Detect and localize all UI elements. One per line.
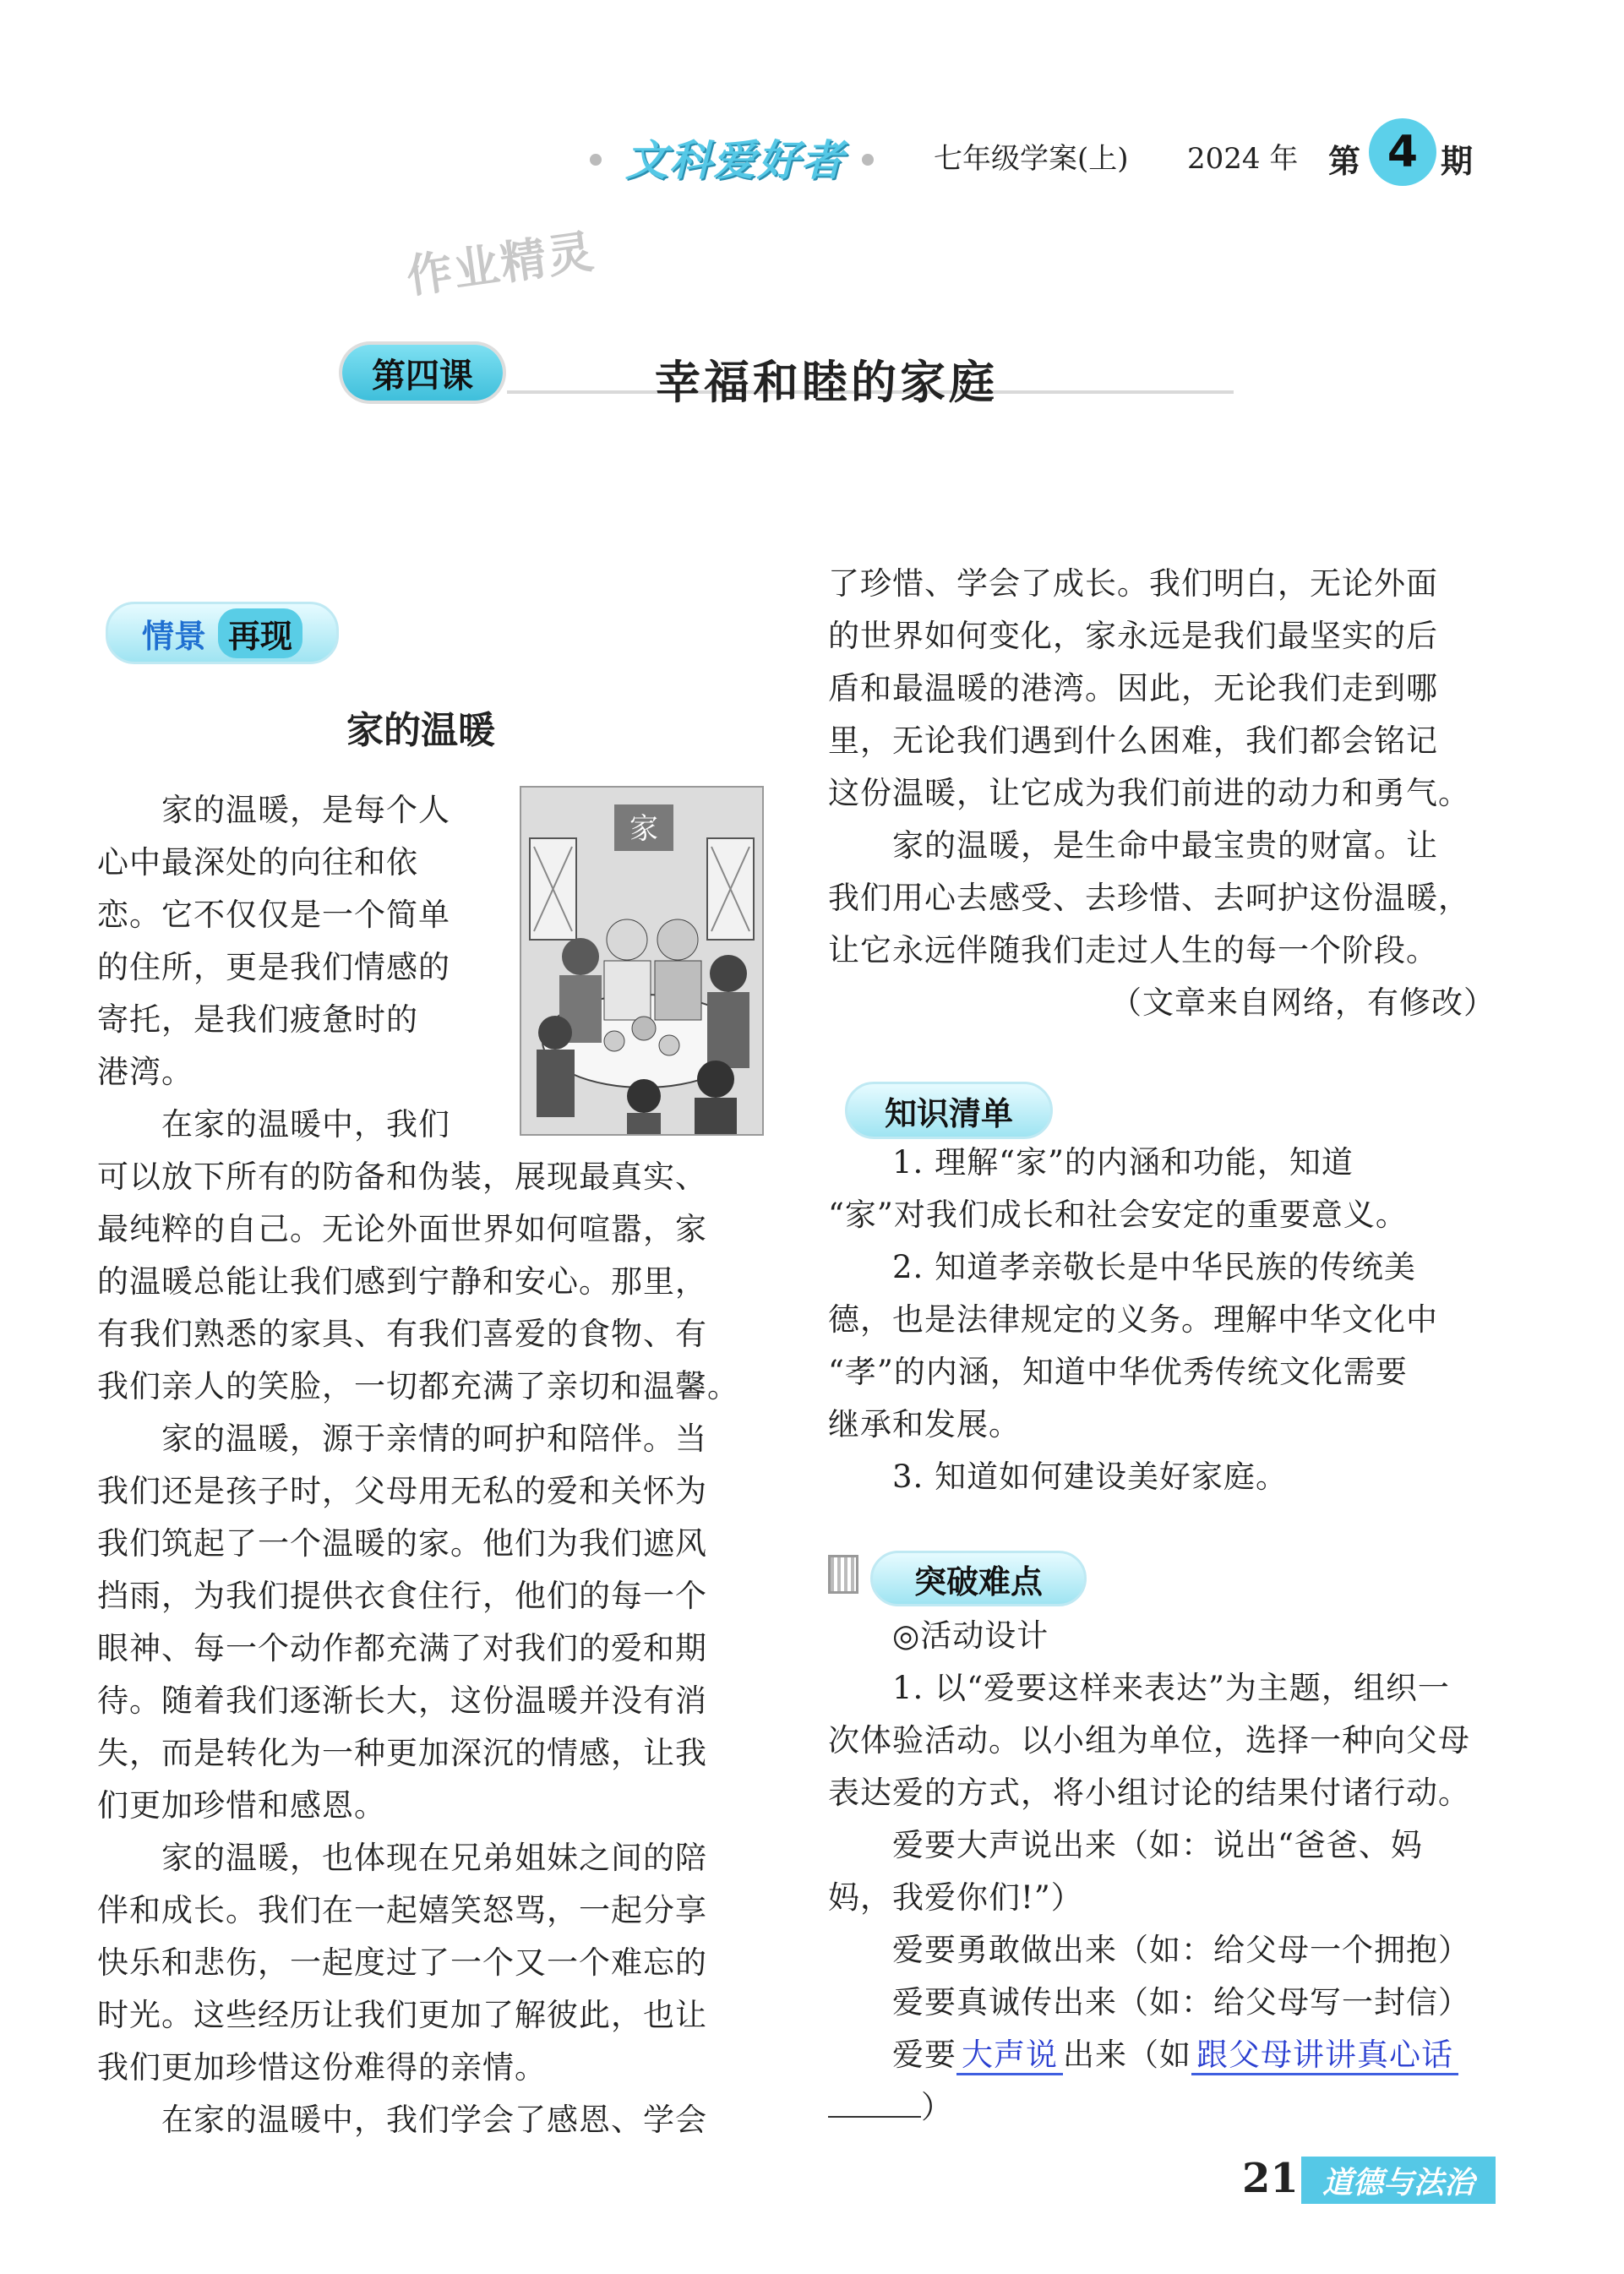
left-line-8: 可以放下所有的防备和伪装，展现最真实、 — [97, 1159, 707, 1195]
left-line-4: 的住所，更是我们情感的 — [97, 949, 450, 985]
right-line-6: 家的温暖，是生命中最宝贵的财富。让 — [828, 827, 1438, 864]
left-line-13: 家的温暖，源于亲情的呵护和陪伴。当 — [97, 1421, 707, 1457]
left-line-5: 寄托，是我们疲惫时的 — [97, 1001, 418, 1038]
left-line-15: 我们筑起了一个温暖的家。他们为我们遮风 — [97, 1525, 707, 1562]
right-article-body — [828, 558, 1496, 1029]
knowledge-line-4: 德，也是法律规定的义务。理解中华文化中 — [828, 1301, 1438, 1338]
left-line-26: 在家的温暖中，我们学会了感恩、学会 — [97, 2102, 707, 2138]
left-line-20: 们更加珍惜和感恩。 — [97, 1787, 386, 1824]
right-line-2: 的世界如何变化，家永远是我们最坚实的后 — [828, 618, 1438, 654]
activity-line-5: 爱要大声说出来（如：说出“爸爸、妈 — [828, 1827, 1423, 1863]
right-line-5: 这份温暖，让它成为我们前进的动力和勇气。 — [828, 775, 1470, 811]
illustration-character: 家 — [629, 812, 658, 846]
knowledge-line-6: 继承和发展。 — [828, 1406, 1021, 1442]
fill-close: ） — [921, 2089, 953, 2125]
fill-answer-1: 大声说 — [956, 2037, 1063, 2075]
left-line-23: 快乐和悲伤，一起度过了一个又一个难忘的 — [97, 1944, 707, 1981]
year-label: 2024 年 — [1187, 142, 1299, 176]
fill-middle: 出来（如 — [1063, 2037, 1191, 2073]
fill-prefix: 爱要 — [828, 2037, 956, 2073]
fill-in-line — [828, 2029, 1470, 2081]
left-line-6: 港湾。 — [97, 1054, 193, 1090]
left-line-22: 伴和成长。我们在一起嬉笑怒骂，一起分享 — [97, 1892, 707, 1928]
left-line-24: 时光。这些经历让我们更加了解彼此，也让 — [97, 1997, 707, 2033]
knowledge-list — [828, 1137, 1438, 1503]
activity-line-8: 爱要真诚传出来（如：给父母写一封信） — [828, 1984, 1470, 2020]
page-number: 21 — [1242, 2155, 1299, 2202]
activity-line-6: 妈，我爱你们!”） — [828, 1879, 1083, 1916]
section-badge-scene — [106, 602, 339, 664]
watermark: 作业精灵 — [403, 224, 598, 304]
breakthrough-badge: 突破难点 — [870, 1551, 1087, 1606]
activity-line-7: 爱要勇敢做出来（如：给父母一个拥抱） — [828, 1932, 1470, 1968]
left-line-14: 我们还是孩子时，父母用无私的爱和关怀为 — [97, 1473, 707, 1509]
grade-label: 七年级学案(上) — [934, 142, 1129, 176]
header-dot-right — [862, 154, 874, 166]
notebook-icon — [828, 1555, 858, 1594]
knowledge-line-3: 2. 知道孝亲敬长是中华民族的传统美 — [828, 1249, 1417, 1285]
knowledge-line-5: “孝”的内涵，知道中华优秀传统文化需要 — [828, 1354, 1408, 1390]
right-line-4: 里，无论我们遇到什么困难，我们都会铭记 — [828, 723, 1438, 759]
activity-line-4: 表达爱的方式，将小组讨论的结果付诸行动。 — [828, 1775, 1470, 1811]
left-line-18: 待。随着我们逐渐长大，这份温暖并没有消 — [97, 1682, 707, 1719]
left-line-7: 在家的温暖中，我们 — [97, 1106, 450, 1142]
knowledge-list-badge: 知识清单 — [845, 1082, 1053, 1139]
activity-section — [828, 1610, 1470, 2134]
right-line-1: 了珍惜、学会了成长。我们明白，无论外面 — [828, 565, 1438, 602]
fill-blank — [828, 2116, 921, 2118]
subject-tag: 道德与法治 — [1301, 2157, 1496, 2204]
left-line-2: 心中最深处的向往和依 — [97, 844, 418, 881]
left-line-19: 失，而是转化为一种更加深沉的情感，让我 — [97, 1735, 707, 1771]
left-line-21: 家的温暖，也体现在兄弟姐妹之间的陪 — [97, 1840, 707, 1876]
left-line-3: 恋。它不仅仅是一个简单 — [97, 897, 450, 933]
activity-line-1: ◎活动设计 — [828, 1617, 1049, 1654]
issue-number: 4 — [1369, 118, 1436, 186]
right-line-3: 盾和最温暖的港湾。因此，无论我们走到哪 — [828, 670, 1438, 706]
left-line-16: 挡雨，为我们提供衣食住行，他们的每一个 — [97, 1578, 707, 1614]
brand-logo: 文科爱好者 — [625, 136, 845, 185]
right-line-7: 我们用心去感受、去珍惜、去呵护这份温暖， — [828, 880, 1470, 916]
left-article-body — [97, 784, 739, 2146]
fill-answer-2: 跟父母讲讲真心话 — [1191, 2037, 1458, 2075]
right-line-8: 让它永远伴随我们走过人生的每一个阶段。 — [828, 932, 1438, 968]
activity-line-3: 次体验活动。以小组为单位，选择一种向父母 — [828, 1722, 1470, 1759]
section-badge-scene-a: 情景 — [141, 617, 206, 655]
left-line-9: 最纯粹的自己。无论外面世界如何喧嚣，家 — [97, 1211, 707, 1247]
left-line-12: 我们亲人的笑脸，一切都充满了亲切和温馨。 — [97, 1368, 739, 1404]
left-line-10: 的温暖总能让我们感到宁静和安心。那里， — [97, 1263, 707, 1300]
fill-in-close-line — [828, 2081, 1470, 2134]
left-line-11: 有我们熟悉的家具、有我们喜爱的食物、有 — [97, 1316, 707, 1352]
article-title: 家的温暖 — [346, 709, 495, 752]
left-line-1: 家的温暖，是每个人 — [97, 792, 450, 828]
section-badge-scene-b: 再现 — [218, 608, 302, 658]
left-line-25: 我们更加珍惜这份难得的亲情。 — [97, 2049, 547, 2086]
knowledge-line-2: “家”对我们成长和社会安定的重要意义。 — [828, 1197, 1408, 1233]
lesson-title: 幸福和睦的家庭 — [655, 356, 998, 409]
issue-suffix: 期 — [1441, 142, 1474, 180]
lesson-badge: 第四课 — [342, 345, 503, 401]
article-source: （文章来自网络，有修改） — [1110, 984, 1496, 1021]
left-line-17: 眼神、每一个动作都充满了对我们的爱和期 — [97, 1630, 707, 1666]
knowledge-line-7: 3. 知道如何建设美好家庭。 — [828, 1459, 1289, 1495]
knowledge-line-1: 1. 理解“家”的内涵和功能，知道 — [828, 1144, 1354, 1181]
issue-prefix: 第 — [1328, 142, 1361, 180]
activity-line-2: 1. 以“爱要这样来表达”为主题，组织一 — [828, 1670, 1450, 1706]
header-dot-left — [590, 154, 602, 166]
